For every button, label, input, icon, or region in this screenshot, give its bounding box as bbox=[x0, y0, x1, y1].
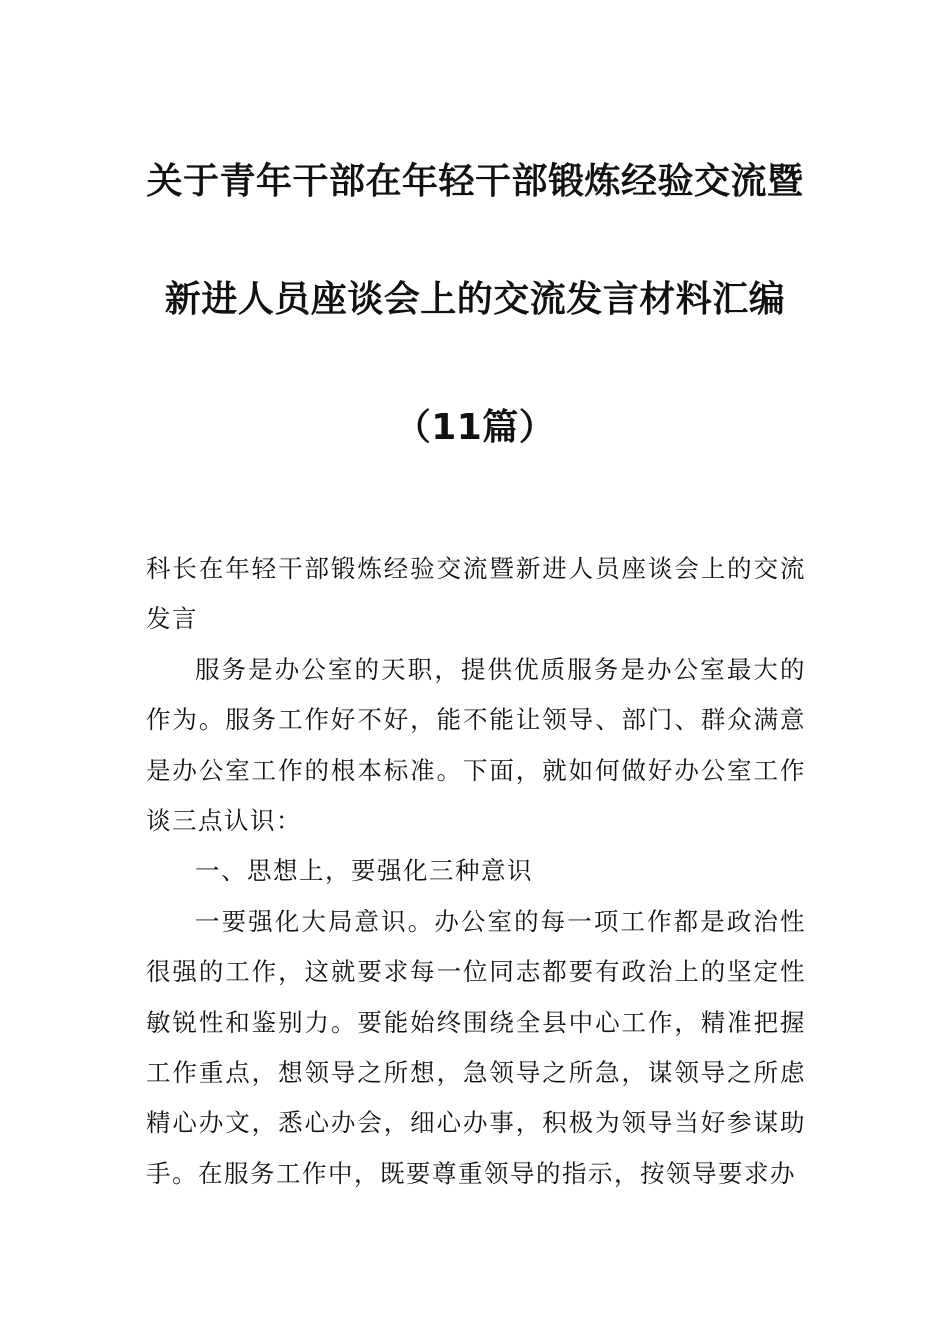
article-heading: 科长在年轻干部锻炼经验交流暨新进人员座谈会上的交流发言 bbox=[146, 554, 806, 634]
document-title-line-1: 关于青年干部在年轻干部锻炼经验交流暨 bbox=[146, 161, 804, 202]
section-heading-one: 一、思想上，要强化三种意识 bbox=[195, 856, 533, 886]
document-title-count: （11篇） bbox=[394, 407, 556, 448]
document-body bbox=[146, 544, 806, 1199]
paragraph-overall-awareness: 一要强化大局意识。办公室的每一项工作都是政治性很强的工作，这就要求每一位同志都要有政治上的坚定性敏锐性和鉴别力。要能始终围绕全县中心工作，精准把握工作重点，想领导之所想，急领导之所急，谋领导之所虑精心办文，悉心办会，细心办事，积极为领导当好参谋助手。在服务工作中，既要尊重领导的指示，按领导要求办 bbox=[146, 906, 806, 1188]
paragraph-intro: 服务是办公室的天职，提供优质服务是办公室最大的作为。服务工作好不好，能不能让领导、部门、群众满意是办公室工作的根本标准。下面，就如何做好办公室工作谈三点认识： bbox=[146, 654, 806, 836]
document-title-line-2: 新进人员座谈会上的交流发言材料汇编 bbox=[164, 279, 786, 320]
